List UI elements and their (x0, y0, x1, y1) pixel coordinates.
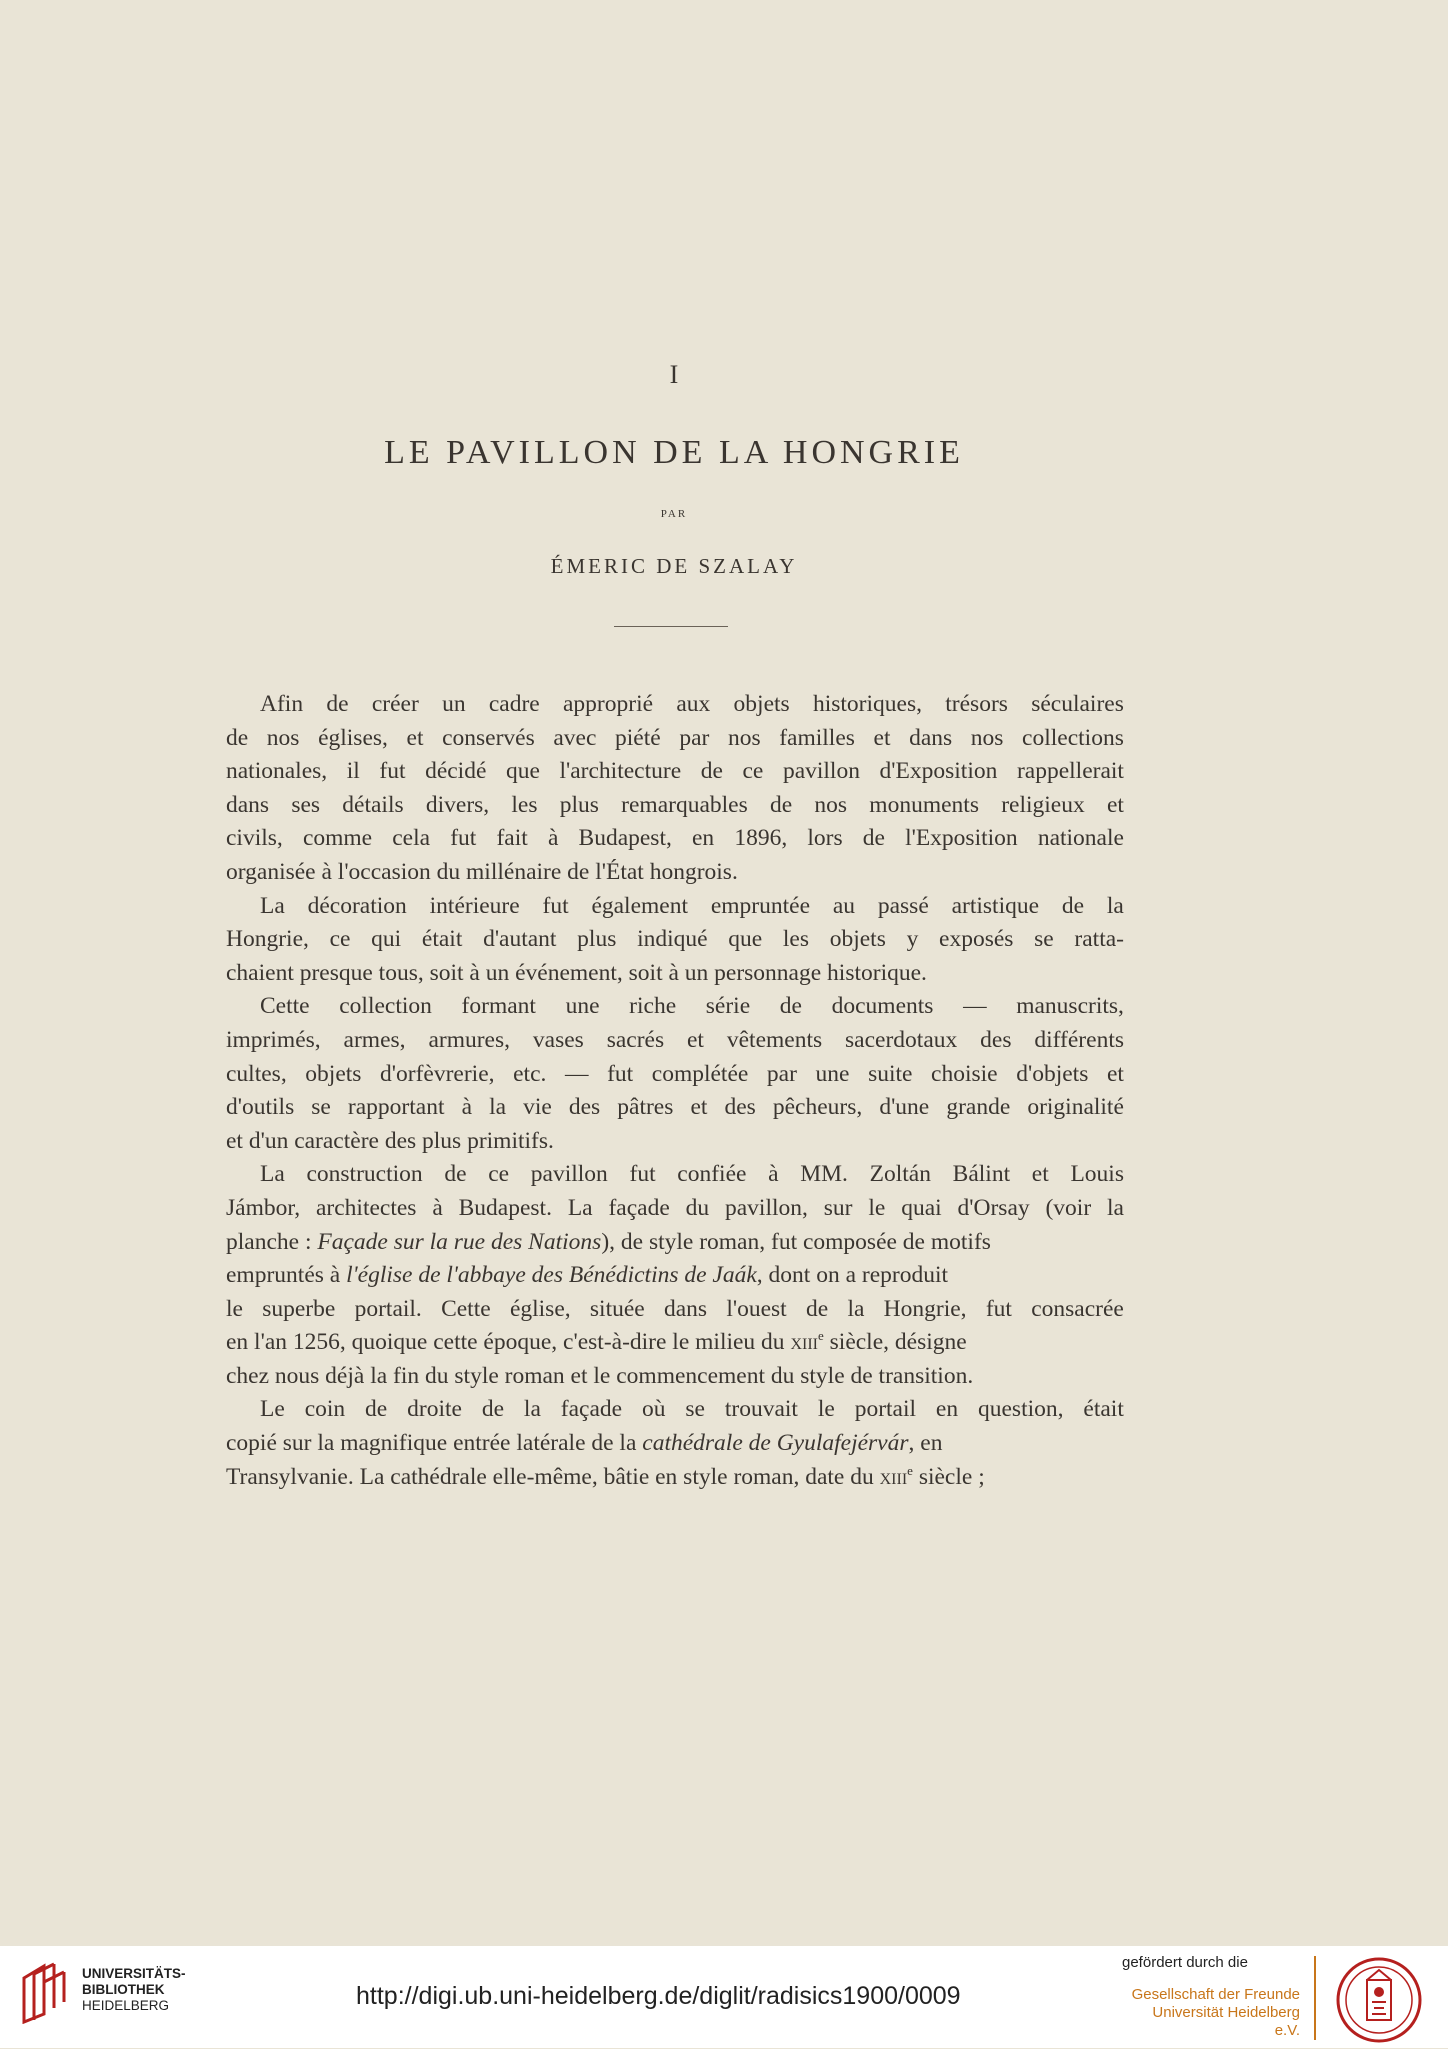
word: divers, (425, 791, 490, 818)
word: était (1083, 1396, 1124, 1423)
word: de (365, 1396, 388, 1423)
word: sacerdotaux (845, 1026, 958, 1053)
word: au (832, 892, 856, 919)
word: série (705, 993, 751, 1020)
word: ce (742, 758, 764, 785)
sponsor-name-line: Gesellschaft der Freunde (1131, 1986, 1300, 2003)
word: trésors (945, 691, 1008, 717)
title-divider (614, 626, 728, 627)
word: où (641, 1396, 666, 1423)
word: de (805, 1295, 829, 1322)
word: construction (306, 1161, 423, 1188)
word: d'Orsay (957, 1194, 1030, 1221)
century-numeral: xiii (790, 1329, 818, 1356)
text-run: planche : (226, 1228, 318, 1255)
word: objets (305, 1060, 362, 1087)
word: — (564, 1060, 589, 1087)
word: grande (946, 1094, 1011, 1121)
word: séculaires (1031, 691, 1124, 717)
word: qui (371, 926, 402, 953)
word: conservés (442, 724, 535, 751)
word: fut (379, 758, 406, 785)
word: nationales, (226, 758, 328, 785)
word: que (728, 926, 763, 953)
author-name: ÉMERIC DE SZALAY (550, 554, 798, 578)
footer-divider (1314, 1956, 1316, 2040)
word: coin (304, 1396, 346, 1423)
word: piété (615, 724, 661, 751)
word: quai (901, 1194, 942, 1221)
word: La (567, 1194, 593, 1221)
word: superbe (262, 1295, 336, 1322)
word: détails (342, 791, 404, 818)
word: civils, (226, 825, 283, 852)
text-line (226, 1461, 1124, 1495)
word: fut (542, 892, 569, 919)
word: vie (523, 1094, 552, 1121)
word: par (679, 724, 710, 751)
word: de (700, 758, 723, 785)
word: Hongrie, (883, 1295, 967, 1322)
word: riche (629, 993, 677, 1020)
word: églises, (318, 724, 388, 751)
word: sur (823, 1194, 853, 1221)
word: l'ouest (726, 1295, 787, 1322)
word: MM. (800, 1161, 848, 1188)
word: était (421, 926, 463, 953)
word: cela (392, 825, 431, 852)
word: Bálint (952, 1161, 1011, 1188)
word: originalité (1027, 1094, 1124, 1121)
word: suite (868, 1060, 913, 1087)
word: une (565, 993, 600, 1020)
word: créer (371, 691, 419, 717)
word: des (980, 1026, 1012, 1053)
word: fut (450, 825, 477, 852)
text-run: , dont on a reproduit (756, 1262, 949, 1289)
word: — (963, 993, 987, 1020)
century-numeral: xiii (879, 1463, 908, 1490)
word: à (768, 1161, 779, 1188)
word: en (935, 1396, 959, 1423)
word: architectes (315, 1194, 417, 1221)
word: dans (664, 1295, 708, 1322)
library-name-line: HEIDELBERG (82, 1998, 170, 2013)
word: en (692, 825, 715, 852)
word: des (724, 1094, 756, 1121)
word: se (1034, 926, 1054, 953)
word: collection (339, 993, 432, 1020)
word: de (481, 1396, 505, 1423)
text-run: siècle ; (912, 1463, 985, 1490)
word: pavillon (782, 758, 860, 785)
word: d'outils (226, 1094, 295, 1121)
word: Hongrie, (226, 926, 309, 953)
word: Zoltán (869, 1161, 931, 1188)
word: et (687, 1026, 704, 1053)
word: des (568, 1094, 601, 1121)
word: rapportant (347, 1094, 445, 1121)
word: église, (509, 1295, 571, 1322)
word: ratta- (1074, 926, 1124, 953)
word: monuments (869, 791, 979, 818)
word: se (685, 1396, 705, 1423)
word: portail. (354, 1295, 422, 1322)
word: et (1106, 1060, 1124, 1087)
word: à (547, 825, 559, 852)
word: approprié (563, 691, 654, 717)
word: choisie (931, 1060, 998, 1087)
word: décoration (307, 892, 407, 919)
text-line (226, 1091, 1124, 1125)
word: nos (266, 724, 300, 751)
text-line (226, 1393, 1124, 1427)
word: ce (488, 1161, 510, 1188)
word: différents (1034, 1026, 1124, 1053)
chapter-number: I (669, 360, 679, 389)
word: empruntée (710, 892, 811, 919)
word: le (226, 1295, 243, 1322)
text-run: ), de style roman, fut composée de motifs (601, 1228, 991, 1255)
text-line: chaient presque tous, soit à un événement, soit à un personnage historique. (226, 959, 927, 986)
word: Budapest. (458, 1194, 552, 1221)
word: sacrés (606, 1026, 665, 1053)
text-line (226, 990, 1124, 1024)
word: complétée (651, 1060, 749, 1087)
text-line (226, 789, 1124, 823)
word: dans (909, 724, 953, 751)
text-line (226, 1192, 1124, 1226)
word: fut (607, 1060, 634, 1087)
text-run: Transylvanie. La cathédrale elle-même, bâtie en style roman, date du (226, 1463, 880, 1490)
text-line (226, 755, 1124, 789)
cathedral-name: cathédrale de Gyulafejérvár (642, 1430, 909, 1457)
chapter-title: LE PAVILLON DE LA HONGRIE (384, 434, 964, 471)
word: décidé (425, 758, 487, 785)
word: par (766, 1060, 797, 1087)
word: documents (831, 993, 934, 1020)
word: vêtements (726, 1026, 823, 1053)
text-run: copié sur la magnifique entrée latérale de la (226, 1430, 643, 1457)
word: plus (559, 791, 599, 818)
library-name (82, 1966, 186, 2014)
word: fut (629, 1161, 656, 1188)
word: nos (727, 724, 761, 751)
word: fut (985, 1295, 1012, 1322)
word: lors (807, 825, 843, 852)
word: à (461, 1094, 472, 1121)
text-line (226, 1058, 1124, 1092)
word: le (817, 1396, 835, 1423)
word: plus (577, 926, 617, 953)
library-name-line: BIBLIOTHEK (82, 1982, 165, 1997)
word: droite (407, 1396, 462, 1423)
word: d'autant (483, 926, 557, 953)
century-suffix: e (817, 1328, 824, 1344)
word: intérieure (429, 892, 520, 919)
word: historiques, (812, 691, 922, 717)
word: et (873, 724, 891, 751)
word: rappellerait (1016, 758, 1124, 785)
word: pavillon (530, 1161, 608, 1188)
word: ce (329, 926, 351, 953)
word: religieux (1001, 791, 1085, 818)
sponsor-name (1130, 1986, 1300, 2040)
text-line (226, 688, 1124, 722)
text-line: organisée à l'occasion du millénaire de l'État hongrois. (226, 858, 738, 885)
word: objets (829, 926, 886, 953)
library-logo-icon (18, 1962, 76, 2024)
word: il (346, 758, 360, 785)
word: la (523, 1396, 541, 1423)
word: nos (814, 791, 848, 818)
word: d'Exposition (879, 758, 998, 785)
word: le (868, 1194, 886, 1221)
word: avec (553, 724, 597, 751)
word: familles (779, 724, 855, 751)
word: cadre (488, 691, 540, 717)
word: Jámbor, (226, 1194, 301, 1221)
word: pavillon, (725, 1194, 808, 1221)
text-line (226, 1259, 1124, 1293)
word: remarquables (621, 791, 748, 818)
word: Cette (260, 993, 310, 1020)
text-run: siècle, désigne (823, 1329, 967, 1356)
word: vases (532, 1026, 584, 1053)
text-line (226, 1326, 1124, 1360)
word: dans (226, 791, 270, 818)
word: façade (560, 1396, 623, 1423)
word: La (260, 1161, 285, 1188)
word: les (782, 926, 810, 953)
word: manuscrits, (1016, 993, 1124, 1020)
word: La (260, 892, 285, 919)
word: de (779, 993, 802, 1020)
word: de (769, 791, 793, 818)
by-label: PAR (660, 508, 688, 520)
word: Afin (260, 691, 304, 717)
word: de (326, 691, 349, 717)
word: consacrée (1031, 1295, 1124, 1322)
word: la (1106, 892, 1124, 919)
text-line (226, 1158, 1124, 1192)
word: aux (676, 691, 711, 717)
text-line (226, 1024, 1124, 1058)
century-suffix: e (907, 1462, 913, 1478)
sponsor-heading: gefördert durch die (1122, 1954, 1248, 1971)
word: se (311, 1094, 331, 1121)
word: du (685, 1194, 710, 1221)
word: artistique (951, 892, 1040, 919)
word: Cette (441, 1295, 491, 1322)
word: la (489, 1094, 507, 1121)
word: et (690, 1094, 708, 1121)
word: que (505, 758, 540, 785)
word: armures, (428, 1026, 510, 1053)
word: cultes, (226, 1060, 287, 1087)
word: d'une (879, 1094, 930, 1121)
word: d'objets (1016, 1060, 1089, 1087)
word: et (1031, 1161, 1049, 1188)
word: fait (496, 825, 528, 852)
word: trouvait (724, 1396, 798, 1423)
university-seal-icon (1334, 1956, 1424, 2044)
word: passé (877, 892, 929, 919)
word: de (862, 825, 885, 852)
library-name-line: UNIVERSITÄTS- (82, 1966, 186, 1981)
text-run: , en (908, 1430, 943, 1457)
word: façade (608, 1194, 670, 1221)
word: 1896, (734, 825, 788, 852)
word: indiqué (637, 926, 708, 953)
word: exposés (939, 926, 1014, 953)
body-text (226, 688, 1124, 1494)
word: Le (260, 1396, 285, 1423)
sponsor-name-line: Universität Heidelberg e.V. (1152, 2004, 1300, 2039)
word: nationale (1037, 825, 1124, 852)
word: portail (854, 1396, 917, 1423)
word: ses (291, 791, 321, 818)
word: de (226, 724, 249, 751)
text-run: en l'an 1256, quoique cette époque, c'est-à-dire le milieu du (226, 1329, 791, 1356)
word: d'orfèvrerie, (380, 1060, 495, 1087)
word: formant (461, 993, 536, 1020)
word: l'Exposition (905, 825, 1018, 852)
word: Louis (1070, 1161, 1124, 1188)
word: Budapest, (578, 825, 672, 852)
word: située (589, 1295, 645, 1322)
word: etc. (513, 1060, 547, 1087)
text-line (226, 890, 1124, 924)
text-line: et d'un caractère des plus primitifs. (226, 1127, 554, 1154)
permalink-url[interactable]: http://digi.ub.uni-heidelberg.de/diglit/radisics1900/0009 (356, 1982, 961, 2010)
text-line: chez nous déjà la fin du style roman et le commencement du style de transition. (226, 1362, 974, 1389)
word: et (406, 724, 424, 751)
word: imprimés, (226, 1026, 321, 1053)
word: pêcheurs, (772, 1094, 863, 1121)
word: une (815, 1060, 850, 1087)
word: objets (733, 691, 790, 717)
word: armes, (343, 1026, 406, 1053)
word: de (1061, 892, 1085, 919)
word: collections (1022, 724, 1124, 751)
word: et (1106, 791, 1124, 818)
text-line (226, 1293, 1124, 1327)
word: l'architecture (559, 758, 682, 785)
word: la (1107, 1194, 1124, 1221)
word: (voir (1045, 1194, 1092, 1221)
word: y (906, 926, 919, 953)
word: de (444, 1161, 467, 1188)
text-line (226, 1427, 1124, 1461)
text-run: empruntés à (226, 1262, 347, 1289)
plate-title: Façade sur la rue des Nations (317, 1228, 602, 1255)
text-line (226, 722, 1124, 756)
text-line (226, 1226, 1124, 1260)
word: comme (302, 825, 373, 852)
word: à (432, 1194, 443, 1221)
word: la (847, 1295, 865, 1322)
word: pâtres (617, 1094, 674, 1121)
word: un (442, 691, 466, 717)
text-line (226, 923, 1124, 957)
word: question, (978, 1396, 1064, 1423)
word: nos (970, 724, 1004, 751)
word: également (591, 892, 688, 919)
digitization-footer (0, 1946, 1448, 2048)
church-name: l'église de l'abbaye des Bénédictins de Jaák (346, 1262, 757, 1289)
word: confiée (677, 1161, 747, 1188)
word: les (511, 791, 538, 818)
text-line (226, 822, 1124, 856)
